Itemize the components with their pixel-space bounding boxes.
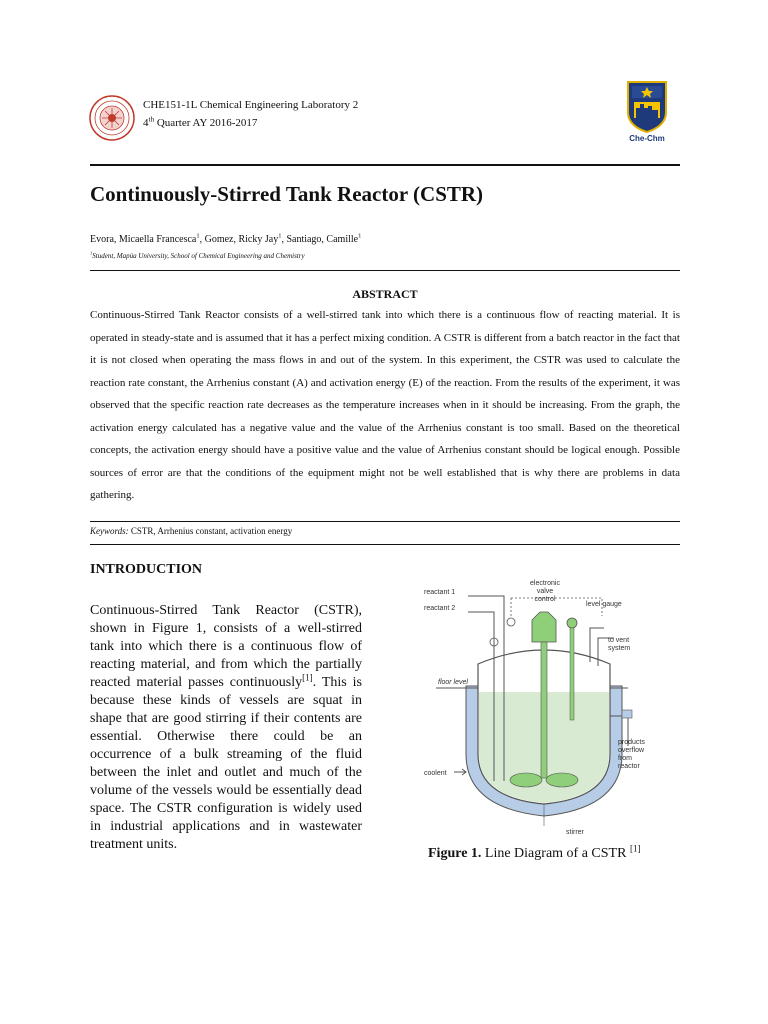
label-vent-1: to vent (608, 637, 630, 644)
stirrer-blade-left (510, 773, 542, 787)
label-valve-1: electronic (530, 580, 560, 587)
citation-ref: [1] (302, 672, 313, 683)
label-coolant: coolent (424, 770, 447, 777)
label-level-gauge: level gauge (586, 601, 622, 608)
author-list: Evora, Micaella Francesca$^1$, Gomez, Ricky Jay$^1$, Santiago, Camille$^1$ (90, 232, 362, 245)
label-valve-3: control (534, 596, 556, 603)
abstract-heading: ABSTRACT (352, 287, 418, 301)
keywords-top-rule (90, 521, 680, 522)
figure-caption: Figure 1. Line Diagram of a CSTR [1] (428, 843, 641, 861)
cstr-diagram (418, 576, 670, 838)
university-seal-logo (88, 94, 136, 142)
label-products-3: from (618, 755, 632, 762)
keywords-bottom-rule (90, 544, 680, 545)
che-chm-logo-text: Che-Chm (629, 134, 665, 143)
keywords: Keywords: CSTR, Arrhenius constant, activation energy (90, 526, 293, 536)
label-products-1: products (618, 739, 645, 746)
introduction-heading: INTRODUCTION (90, 562, 203, 577)
label-products-4: reactor (618, 763, 640, 770)
header-rule (90, 164, 680, 166)
label-products-2: overflow (618, 747, 645, 754)
label-reactant-2: reactant 2 (424, 605, 456, 612)
che-chm-logo (622, 78, 672, 144)
label-floor-level: floor level (438, 679, 468, 686)
course-line: CHE151-1L Chemical Engineering Laboratory 2 (143, 99, 359, 111)
label-vent-2: system (608, 645, 631, 652)
stirrer-motor (532, 612, 556, 642)
label-reactant-1: reactant 1 (424, 589, 456, 596)
label-stirrer: stirrer (566, 829, 584, 836)
introduction-body: Continuous-Stirred Tank Reactor (CSTR), shown in Figure 1, consists of a well-stirred tank into which there is a continuous flow of reacting material, and from which the partially reacted material passes continuously[1]. This is because these kinds of vessels are squat in shape that are good stirring if their contents are essential. Otherwise there could be an occurrence of a bulk streaming of the fluid between the inlet and outlet and much of the volume of the vessels would be essentially dead space. The CSTR configuration is widely used in industrial applications and in wastewater treatment units. (90, 603, 362, 852)
paper-title: Continuously-Stirred Tank Reactor (CSTR) (90, 182, 484, 206)
term-line: 4th Quarter AY 2016-2017 (143, 115, 258, 129)
affiliation: $^1$Student, Mapúa University, School of Chemical Engineering and Chemistry (90, 250, 305, 260)
label-valve-2: valve (536, 588, 554, 595)
stirrer-blade-right (546, 773, 578, 787)
course-info (143, 96, 358, 132)
author-rule (90, 270, 680, 271)
stirrer-shaft (541, 642, 547, 778)
level-gauge (567, 618, 577, 628)
abstract-body: Continuous-Stirred Tank Reactor consists of a well-stirred tank into which there is a continuous flow of reacting material. It is operated in steady-state and is assumed that it has a perfect mixing condition. A CSTR is different from a batch reactor in the fact that it is not closed when operating the mass flows in and out of the system. In this experiment, the CSTR was used to calculate the reaction rate constant, the Arrhenius constant (A) and activation energy (E) of the reaction. From the results of the experiment, it was observed that the specific reaction rate decreases as the temperature increases when in it should be increasing. From the graph, the activation energy calculated has a negative value and the value of the Arrhenius constant is too small. Based on the theoretical concepts, the activation energy should have a positive value and the value of Arrhenius constant should be logical enough. Possible sources of error are that the conditions of the equipment might not be well established that is why there are problems in data gathering. (90, 309, 680, 501)
